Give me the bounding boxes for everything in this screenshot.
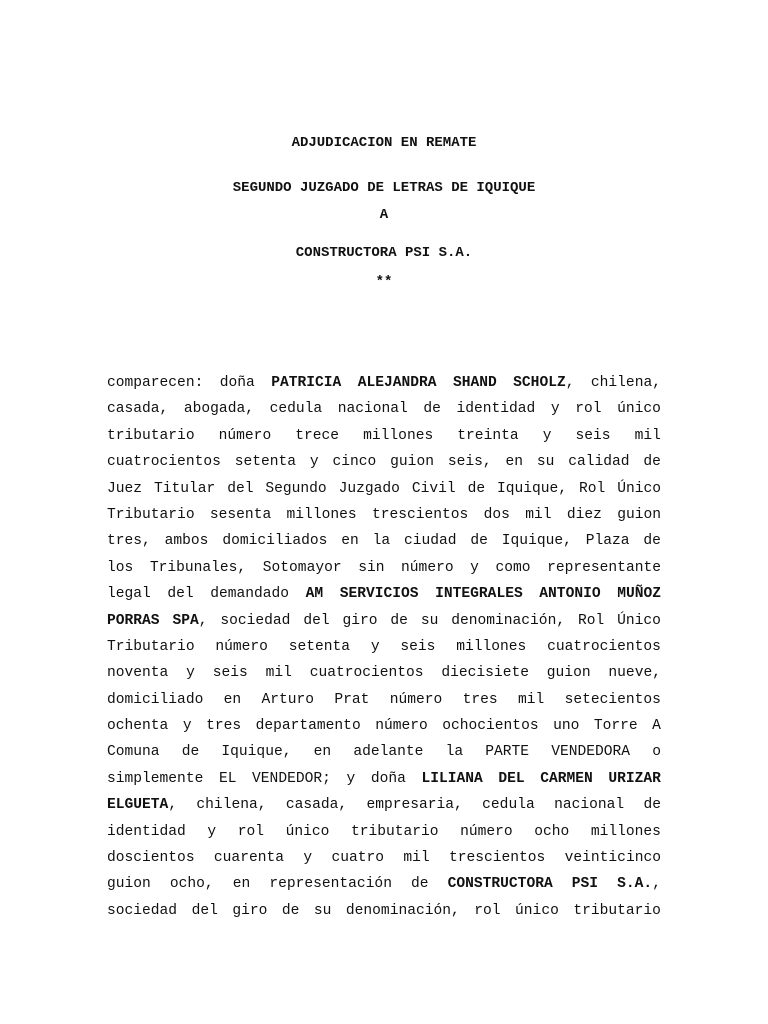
bold-name: CONSTRUCTORA bbox=[447, 876, 553, 893]
bold-name: ANTONIO bbox=[539, 586, 601, 603]
body-word: o bbox=[652, 744, 661, 761]
body-word: en bbox=[505, 454, 523, 471]
body-word: de bbox=[423, 401, 441, 418]
bold-name: SERVICIOS bbox=[339, 586, 419, 603]
body-word: del bbox=[227, 480, 254, 497]
body-word: calidad bbox=[568, 454, 630, 471]
body-word: ambos bbox=[164, 533, 209, 550]
body-word: rol bbox=[474, 902, 501, 919]
body-word: guion bbox=[390, 454, 434, 471]
body-word: guion bbox=[546, 665, 591, 682]
bold-name: INTEGRALES bbox=[435, 586, 523, 603]
body-word: Prat bbox=[334, 691, 370, 708]
body-word: representación bbox=[269, 876, 392, 893]
bold-name: ELGUETA bbox=[107, 797, 169, 814]
body-word: PARTE bbox=[485, 744, 530, 761]
body-line bbox=[107, 370, 661, 396]
body-word: mil bbox=[403, 850, 430, 867]
body-line bbox=[107, 396, 661, 422]
section-separator: ** bbox=[375, 274, 393, 290]
body-line bbox=[107, 555, 661, 581]
body-word: Tributario bbox=[107, 506, 195, 523]
body-word: doña bbox=[370, 770, 406, 787]
body-word: y bbox=[207, 823, 217, 840]
body-word: chilena, bbox=[196, 797, 267, 814]
body-line bbox=[107, 476, 661, 502]
body-word-bold: S.A., bbox=[617, 876, 661, 893]
body-word: rol bbox=[237, 823, 265, 840]
body-word-bold bbox=[572, 871, 598, 897]
body-word: sociedad bbox=[107, 902, 178, 919]
bold-name: SCHOLZ bbox=[513, 375, 566, 391]
body-line bbox=[107, 581, 661, 607]
body-word: mil bbox=[265, 665, 292, 682]
bold-name: AM bbox=[305, 586, 324, 603]
body-word: Juez bbox=[107, 480, 143, 497]
body-word: en bbox=[232, 876, 251, 893]
bold-name: SPA bbox=[172, 612, 199, 629]
body-word: Titular bbox=[153, 480, 216, 497]
body-word-bold bbox=[539, 581, 600, 607]
body-word: millones bbox=[456, 638, 527, 655]
body-word: la bbox=[445, 744, 464, 761]
body-word: Arturo bbox=[261, 691, 315, 708]
body-word: seis bbox=[575, 427, 611, 444]
bold-name: PSI bbox=[571, 876, 599, 893]
body-word: y bbox=[346, 770, 356, 787]
body-word: seis bbox=[212, 665, 248, 682]
bold-name: CARMEN bbox=[540, 770, 593, 787]
body-word: de bbox=[470, 533, 488, 550]
body-word: número bbox=[389, 691, 443, 708]
body-word: guion bbox=[617, 506, 661, 523]
body-word: en bbox=[223, 691, 242, 708]
body-word: Iquique, bbox=[497, 480, 568, 497]
body-word: de bbox=[390, 612, 408, 629]
body-word: Juzgado bbox=[338, 480, 400, 497]
body-word: casada, bbox=[107, 401, 169, 418]
body-word: nacional bbox=[554, 797, 625, 814]
body-word: rol bbox=[575, 401, 602, 418]
body-word: número bbox=[375, 718, 428, 735]
body-word: diecisiete bbox=[441, 665, 529, 682]
body-word-bold: SCHOLZ, bbox=[513, 375, 575, 391]
body-word: de bbox=[181, 744, 200, 761]
body-word: y bbox=[470, 559, 479, 576]
body-word: de bbox=[643, 533, 661, 550]
body-word: identidad bbox=[107, 823, 186, 840]
body-word: cinco bbox=[332, 454, 377, 471]
body-word-bold bbox=[107, 608, 160, 634]
body-word: su bbox=[313, 902, 332, 919]
body-word: ochenta bbox=[107, 718, 169, 735]
body-word: número bbox=[218, 427, 272, 444]
body-word: Rol bbox=[577, 612, 605, 629]
body-word: y bbox=[550, 401, 560, 418]
court-heading: SEGUNDO JUZGADO DE LETRAS DE IQUIQUE bbox=[232, 180, 536, 196]
body-word: tributario bbox=[350, 823, 439, 840]
body-word: su bbox=[536, 454, 555, 471]
body-word: guion bbox=[107, 876, 151, 893]
body-word: legal bbox=[107, 586, 151, 603]
bold-name: ALEJANDRA bbox=[357, 375, 437, 391]
body-word: cedula bbox=[482, 797, 535, 814]
body-line bbox=[107, 634, 661, 660]
body-word: del bbox=[303, 612, 330, 629]
body-word: tributario bbox=[573, 902, 661, 919]
body-word: giro bbox=[232, 902, 268, 919]
body-word: doscientos bbox=[107, 850, 195, 867]
body-word: Tributario bbox=[107, 638, 195, 655]
body-line bbox=[107, 528, 661, 554]
body-line bbox=[107, 819, 661, 845]
body-line bbox=[107, 660, 661, 686]
body-word: Único bbox=[617, 480, 661, 497]
body-word: veinticinco bbox=[564, 850, 661, 867]
body-word: como bbox=[495, 559, 531, 576]
body-word: de bbox=[643, 797, 661, 814]
body-word: mil bbox=[525, 506, 552, 523]
body-word: denominación, bbox=[345, 902, 460, 919]
body-word: Civil bbox=[411, 480, 456, 497]
body-word: y bbox=[370, 638, 380, 655]
body-word-bold bbox=[498, 766, 524, 792]
body-word: trescientos bbox=[448, 850, 546, 867]
body-line bbox=[107, 739, 661, 765]
body-word: mil bbox=[634, 427, 661, 444]
body-word: diez bbox=[566, 506, 602, 523]
body-word-bold bbox=[435, 581, 523, 607]
body-word-bold bbox=[617, 581, 661, 607]
body-word: Comuna bbox=[107, 744, 160, 761]
bold-name: SHAND bbox=[452, 375, 497, 391]
body-word: de bbox=[281, 902, 300, 919]
body-word: único bbox=[515, 902, 559, 919]
body-word: Iquique, bbox=[501, 533, 572, 550]
bold-name: URIZAR bbox=[608, 770, 661, 787]
body-word: identidad bbox=[456, 401, 536, 418]
body-word: del bbox=[191, 902, 218, 919]
body-word: departamento bbox=[255, 718, 361, 735]
body-word: ocho, bbox=[169, 876, 214, 893]
body-word: doña bbox=[219, 375, 255, 391]
body-word: setenta bbox=[234, 454, 297, 471]
body-line bbox=[107, 845, 661, 871]
bold-name: PATRICIA bbox=[271, 375, 342, 391]
body-word-bold bbox=[271, 370, 341, 396]
body-word: ochocientos bbox=[442, 718, 539, 735]
body-word: Segundo bbox=[265, 480, 327, 497]
connector-heading: A bbox=[379, 207, 389, 223]
body-line bbox=[107, 792, 661, 818]
body-word-bold bbox=[453, 370, 497, 396]
body-word-bold bbox=[358, 370, 437, 396]
body-word: número bbox=[215, 638, 268, 655]
body-word: nueve, bbox=[608, 665, 661, 682]
body-word: tres bbox=[462, 691, 498, 708]
body-word: número bbox=[401, 559, 454, 576]
body-word: Único bbox=[617, 612, 661, 629]
body-word: setecientos bbox=[564, 691, 661, 708]
body-word: seis bbox=[400, 638, 436, 655]
body-word: denominación, bbox=[451, 612, 566, 629]
bold-name: PORRAS bbox=[107, 612, 160, 629]
bold-name: S.A. bbox=[617, 876, 653, 893]
body-word: setenta bbox=[288, 638, 351, 655]
body-word: Tribunales, bbox=[149, 559, 247, 576]
body-word: único bbox=[617, 401, 661, 418]
body-word: en bbox=[341, 533, 359, 550]
body-word: dos bbox=[483, 506, 510, 523]
body-word-bold bbox=[608, 766, 661, 792]
body-word: comparecen: bbox=[107, 375, 204, 391]
body-word: Plaza bbox=[585, 533, 630, 550]
body-line bbox=[107, 713, 661, 739]
body-word: casada, bbox=[285, 797, 348, 814]
body-line bbox=[107, 766, 661, 792]
body-word-bold bbox=[421, 766, 482, 792]
body-word: trece bbox=[295, 427, 340, 444]
body-word: Torre bbox=[593, 718, 638, 735]
body-word: adelante bbox=[353, 744, 424, 761]
body-word-bold bbox=[448, 871, 553, 897]
body-word: del bbox=[167, 586, 194, 603]
body-word: y bbox=[309, 454, 319, 471]
body-word-bold: ELGUETA, bbox=[107, 797, 178, 814]
body-word: millones bbox=[590, 823, 661, 840]
body-word: su bbox=[420, 612, 439, 629]
body-word: chilena, bbox=[590, 375, 661, 391]
party-heading: CONSTRUCTORA PSI S.A. bbox=[295, 245, 473, 261]
body-word-bold bbox=[540, 766, 593, 792]
body-word: domiciliados bbox=[222, 533, 328, 550]
body-word: millones bbox=[286, 506, 357, 523]
body-word: trescientos bbox=[371, 506, 469, 523]
body-word: simplemente bbox=[107, 770, 204, 787]
body-word: Sotomayor bbox=[262, 559, 342, 576]
body-line bbox=[107, 898, 661, 924]
body-word: y bbox=[182, 718, 192, 735]
body-word: Rol bbox=[579, 480, 606, 497]
body-word: de bbox=[467, 480, 486, 497]
body-word-bold: SPA, bbox=[172, 612, 208, 629]
body-word: cuarenta bbox=[213, 850, 284, 867]
body-word: cuatrocientos bbox=[309, 665, 424, 682]
body-word-bold bbox=[340, 581, 419, 607]
body-word: treinta bbox=[457, 427, 519, 444]
body-word: giro bbox=[342, 612, 378, 629]
body-word: EL bbox=[218, 770, 237, 787]
body-word: abogada, bbox=[183, 401, 254, 418]
body-word: noventa bbox=[107, 665, 169, 682]
body-word: de bbox=[411, 876, 429, 893]
body-line bbox=[107, 423, 661, 449]
body-word: tres, bbox=[107, 533, 151, 550]
body-word: sociedad bbox=[220, 612, 291, 629]
body-word: los bbox=[107, 559, 134, 576]
bold-name: DEL bbox=[498, 770, 525, 787]
body-word: demandado bbox=[210, 586, 290, 603]
body-word: tres bbox=[206, 718, 242, 735]
body-word: nacional bbox=[337, 401, 408, 418]
body-word: único bbox=[285, 823, 330, 840]
body-word: millones bbox=[363, 427, 434, 444]
body-word: VENDEDOR; bbox=[252, 770, 331, 787]
body-line bbox=[107, 608, 661, 634]
body-word-bold bbox=[306, 581, 324, 607]
body-word: empresaria, bbox=[366, 797, 463, 814]
body-word: y bbox=[303, 850, 313, 867]
body-word: seis, bbox=[447, 454, 492, 471]
document-body bbox=[107, 370, 661, 924]
body-word: mil bbox=[517, 691, 545, 708]
body-word: y bbox=[186, 665, 195, 682]
body-word: sesenta bbox=[209, 506, 272, 523]
body-line bbox=[107, 449, 661, 475]
body-line bbox=[107, 502, 661, 528]
body-word: la bbox=[372, 533, 391, 550]
body-word: representante bbox=[547, 559, 661, 576]
body-word: en bbox=[313, 744, 332, 761]
body-word: cedula bbox=[269, 401, 323, 418]
document-title: ADJUDICACION EN REMATE bbox=[291, 135, 477, 151]
body-word: cuatro bbox=[331, 850, 384, 867]
body-word: domiciliado bbox=[107, 691, 204, 708]
bold-name: LILIANA bbox=[421, 770, 483, 787]
body-word: VENDEDORA bbox=[551, 744, 631, 761]
body-line bbox=[107, 687, 661, 713]
body-word: ciudad bbox=[404, 533, 457, 550]
bold-name: MUÑOZ bbox=[617, 586, 661, 603]
body-word: cuatrocientos bbox=[107, 454, 221, 471]
body-line bbox=[107, 871, 661, 897]
body-word: uno bbox=[553, 718, 580, 735]
body-word: cuatrocientos bbox=[547, 638, 661, 655]
body-word: número bbox=[460, 823, 513, 840]
body-word: sin bbox=[358, 559, 385, 576]
body-word: de bbox=[643, 454, 661, 471]
body-word: Iquique, bbox=[221, 744, 292, 761]
body-word: y bbox=[542, 427, 552, 444]
body-word: tributario bbox=[107, 427, 195, 444]
body-word: ocho bbox=[534, 823, 570, 840]
body-word: A bbox=[652, 718, 661, 735]
